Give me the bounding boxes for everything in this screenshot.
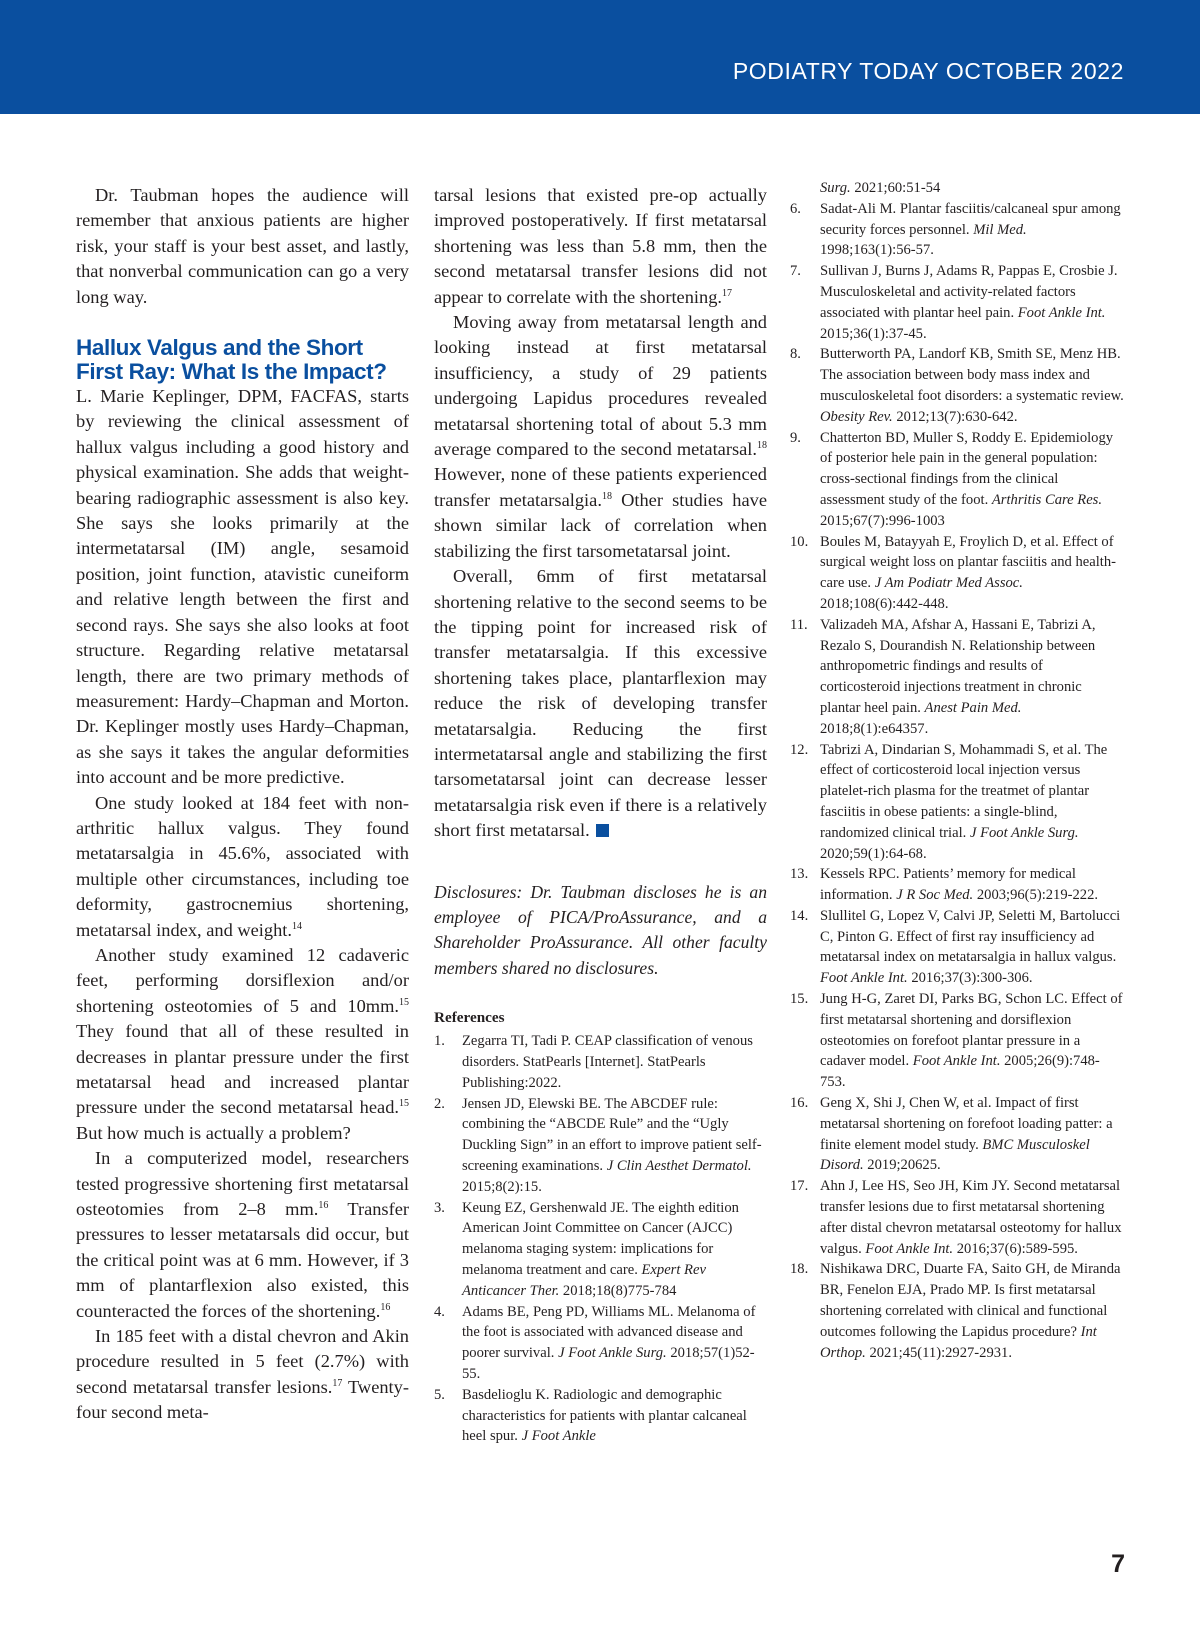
reference-continuation: Surg. 2021;60:51-54 <box>820 180 941 196</box>
reference-text: Tabrizi A, Dindarian S, Mohammadi S, et al. The effect of corticosteroid local injection versus platelet-rich plasma for the treatmet of plantar fasciitis in obese patients: a single-blind, randomized clinical trial. J Foot Ankle Surg. 2020;59(1):64-68. <box>820 741 1108 862</box>
reference-number: 14. <box>790 907 809 924</box>
reference-number: 13. <box>790 866 809 883</box>
reference-number: 12. <box>790 741 809 758</box>
reference-number: 9. <box>790 429 801 446</box>
body-paragraph: Moving away from metatarsal length and looking instead at first metatarsal insufficiency, a study of 29 patients undergoing Lapidus procedures revealed metatarsal shortening total of about 5.3 mm average compared to the second metatarsal.$^{18}$ However, none of these patients experienced transfer metatarsalgia.$^{18}$ Other studies have shown similar lack of correlation when stabilizing the first tarsometatarsal joint. <box>434 312 768 561</box>
body-paragraph: Another study examined 12 cadaveric feet, performing dorsiflexion and/or shortening osteotomies of 5 and 10mm.$^{15}$ They found that all of these resulted in decreases in plantar pressure under the first metatarsal head and increased plantar pressure under the second metatarsal head.$^{15}$ But how much is actually a problem? <box>76 944 409 1143</box>
page-number: 7 <box>1111 1550 1125 1578</box>
reference-item <box>434 1094 767 1198</box>
reference-item <box>790 1259 1124 1363</box>
reference-number: 8. <box>790 346 801 363</box>
column-2 <box>434 183 767 1447</box>
reference-text: Ahn J, Lee HS, Seo JH, Kim JY. Second metatarsal transfer lesions due to first metatarsal shortening after distal chevron metatarsal osteotomy for hallux valgus. Foot Ankle Int. 2016;37(6):589-595. <box>820 1178 1122 1257</box>
citation-sup: 15 <box>399 1098 409 1110</box>
reference-number: 18. <box>790 1261 809 1278</box>
body-paragraph: tarsal lesions that existed pre-op actually improved postoperatively. If first metatarsal shortening was less than 5.8 mm, then the second metatarsal transfer lesions did not appear to correlate with the shortening.$^{17}$ <box>434 185 767 307</box>
reference-text: Jung H-G, Zaret DI, Parks BG, Schon LC. Effect of first metatarsal shortening and dorsiflexion osteotomies on forefoot plantar pressure in a cadaver model. Foot Ankle Int. 2005;26(9):748-753. <box>820 991 1123 1091</box>
reference-number: 7. <box>790 263 801 280</box>
reference-item <box>790 740 1124 865</box>
reference-number: 6. <box>790 200 801 217</box>
reference-item <box>790 344 1124 427</box>
reference-text: Adams BE, Peng PD, Williams ML. Melanoma of the foot is associated with advanced disease and poorer survival. J Foot Ankle Surg. 2018;57(1)52-55. <box>462 1303 756 1382</box>
reference-item <box>790 615 1124 740</box>
section-heading-line-1: Hallux Valgus and the Short <box>76 335 363 361</box>
reference-text: Basdelioglu K. Radiologic and demographic characteristics for patients with plantar calcaneal heel spur. J Foot Ankle <box>462 1386 747 1445</box>
reference-number: 5. <box>434 1386 445 1403</box>
reference-item <box>790 1093 1124 1176</box>
reference-number: 17. <box>790 1178 809 1195</box>
reference-text: Slullitel G, Lopez V, Calvi JP, Seletti M, Bartolucci C, Pinton G. Effect of first ray insufficiency ad metatarsal index on metatarsalgia in hallux valgus. Foot Ankle Int. 2016;37(3):300-306. <box>820 907 1121 987</box>
column-3 <box>790 178 1124 1363</box>
reference-number: 3. <box>434 1199 445 1216</box>
references-heading: References <box>434 1009 505 1027</box>
reference-item <box>790 989 1124 1093</box>
reference-number: 16. <box>790 1095 809 1112</box>
reference-text: Valizadeh MA, Afshar A, Hassani E, Tabrizi A, Rezalo S, Dourandish N. Relationship between anthropometric findings and results of corticosteroid injections treatment in chronic plantar heel pain. Anest Pain Med. 2018;8(1):e64357. <box>820 616 1096 737</box>
citation-sup: 16 <box>380 1301 391 1313</box>
reference-number: 2. <box>434 1095 445 1112</box>
reference-item <box>790 199 1124 261</box>
reference-item <box>434 1198 767 1302</box>
reference-number: 11. <box>790 616 808 633</box>
reference-text: Nishikawa DRC, Duarte FA, Saito GH, de Miranda BR, Fenelon EJA, Prado MP. Is first metatarsal shortening correlated with clinical and functional outcomes following the Lapidus procedure? Int Orthop. 2021;45(11):2927-2931. <box>820 1261 1121 1361</box>
reference-text: Keung EZ, Gershenwald JE. The eighth edition American Joint Committee on Cancer (AJCC) melanoma staging system: implications for melanoma treatment and care. Expert Rev Anticancer Ther. 2018;18(8)775-784 <box>462 1199 739 1299</box>
end-of-article-mark <box>596 824 609 837</box>
citation-sup: 16 <box>318 1200 329 1212</box>
section-heading <box>76 336 409 384</box>
citation-sup: 18 <box>757 440 767 452</box>
reference-item <box>434 1385 767 1447</box>
masthead: PODIATRY TODAY OCTOBER 2022 <box>732 58 1124 84</box>
reference-text: Jensen JD, Elewski BE. The ABCDEF rule: combining the “ABCDE Rule” and the “Ugly Duckling Sign” in an effort to improve patient self-screening examinations. J Clin Aesthet Dermatol. 2015;8(2):15. <box>462 1095 762 1195</box>
reference-item <box>790 864 1124 906</box>
citation-sup: 17 <box>722 287 733 299</box>
reference-item <box>790 428 1124 532</box>
reference-text: Butterworth PA, Landorf KB, Smith SE, Menz HB. The association between body mass index and musculoskeletal foot disorders: a systematic review. Obesity Rev. 2012;13(7):630-642. <box>820 346 1124 425</box>
body-paragraph: In a computerized model, researchers tested progressive shortening first metatarsal osteotomies from 2–8 mm.$^{16}$ Transfer pressures to lesser metatarsals did occur, but the critical point was at 6 mm. However, if 3 mm of plantarflexion also existed, this counteracted the forces of the shortening.$^{16}$ <box>76 1148 409 1321</box>
reference-text: Kessels RPC. Patients’ memory for medical information. J R Soc Med. 2003;96(5):219-222. <box>820 866 1099 904</box>
reference-text: Sullivan J, Burns J, Adams R, Pappas E, Crosbie J. Musculoskeletal and activity-related factors associated with plantar heel pain. Foot Ankle Int. 2015;36(1):37-45. <box>820 263 1118 342</box>
body-paragraph: Dr. Taubman hopes the audience will remember that anxious patients are higher risk, your staff is your best asset, and lastly, that nonverbal communication can go a very long way. <box>76 185 409 307</box>
section-heading-line-2: First Ray: What Is the Impact? <box>76 359 387 385</box>
body-paragraph: In 185 feet with a distal chevron and Akin procedure resulted in 5 feet (2.7%) with second metatarsal transfer lesions.$^{17}$ Twenty-four second meta- <box>76 1326 409 1423</box>
body-paragraph: One study looked at 184 feet with non-arthritic hallux valgus. They found metatarsalgia in 45.6%, associated with multiple other circumstances, including toe deformity, gastrocnemius shortening, metatarsal index, and weight.$^{14}$ <box>76 792 409 940</box>
citation-sup: 17 <box>332 1377 343 1389</box>
reference-item <box>434 1302 767 1385</box>
citation-sup: 15 <box>399 996 409 1008</box>
column-1 <box>76 183 409 1426</box>
citation-sup: 14 <box>292 920 303 932</box>
reference-text: Geng X, Shi J, Chen W, et al. Impact of first metatarsal shortening on forefoot loading patter: a finite element model study. BMC Musculoskel Disord. 2019;20625. <box>820 1095 1113 1174</box>
reference-number: 4. <box>434 1303 445 1320</box>
reference-number: 15. <box>790 991 809 1008</box>
reference-text: Sadat-Ali M. Plantar fasciitis/calcaneal spur among security forces personnel. Mil Med. 1998;163(1):56-57. <box>820 200 1121 259</box>
body-paragraph: L. Marie Keplinger, DPM, FACFAS, starts by reviewing the clinical assessment of hallux valgus including a good history and physical examination. She adds that weight-bearing radiographic assessment is also key. She says she looks primarily at the intermetatarsal (IM) angle, sesamoid position, joint function, atavistic cuneiform and relative length between the first and second rays. She says she also looks at foot structure. Regarding relative metatarsal length, there are two primary methods of measurement: Hardy–Chapman and Morton. Dr. Keplinger mostly uses Hardy–Chapman, as she says it takes the angular deformities into account and be more predictive. <box>76 386 409 788</box>
reference-item <box>790 532 1124 615</box>
reference-item <box>790 1176 1124 1259</box>
reference-number: 1. <box>434 1033 445 1050</box>
reference-item <box>790 906 1124 989</box>
references-list-1 <box>434 1031 767 1447</box>
reference-text: Chatterton BD, Muller S, Roddy E. Epidemiology of posterior hele pain in the general population: cross-sectional findings from the clinical assessment study of the foot. Arthritis Care Res. 2015;67(7):996-1003 <box>820 429 1114 529</box>
citation-sup: 18 <box>601 490 612 502</box>
disclosures: Disclosures: Dr. Taubman discloses he is an employee of PICA/ProAssurance, and a Shareholder ProAssurance. All other faculty members shared no disclosures. <box>434 881 767 978</box>
reference-item <box>790 261 1124 344</box>
reference-text: Boules M, Batayyah E, Froylich D, et al. Effect of surgical weight loss on plantar fasciitis and health-care use. J Am Podiatr Med Assoc. 2018;108(6):442-448. <box>820 533 1116 612</box>
body-paragraph: Overall, 6mm of first metatarsal shortening relative to the second seems to be the tipping point for increased risk of transfer metatarsalgia. If this excessive shortening takes place, plantarflexion may reduce the risk of developing transfer metatarsalgia. Reducing the first intermetatarsal angle and stabilizing the first tarsometatarsal joint can decrease lesser metatarsalgia risk even if there is a relatively short first metatarsal. <box>434 566 767 841</box>
header-band <box>0 0 1200 114</box>
reference-item <box>434 1031 767 1093</box>
reference-text: Zegarra TI, Tadi P. CEAP classification of venous disorders. StatPearls [Internet]. StatPearls Publishing:2022. <box>462 1033 753 1091</box>
references-list-2 <box>790 199 1124 1364</box>
reference-number: 10. <box>790 533 809 550</box>
